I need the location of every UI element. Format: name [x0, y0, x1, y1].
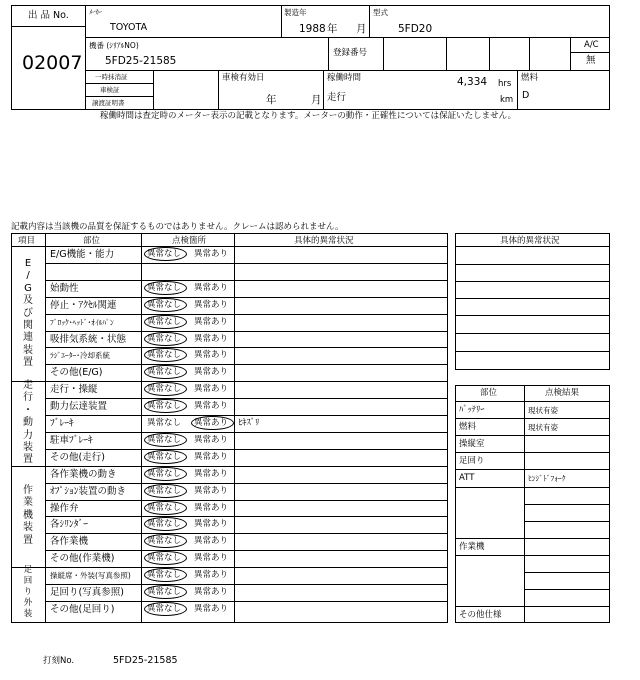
part-label: 駐車ﾌﾞﾚｰｷ [50, 435, 93, 446]
group-label-char: 走 [23, 380, 33, 391]
part-label: ﾌﾞﾚｰｷ [50, 418, 74, 429]
right-part-label: 燃料 [459, 422, 477, 432]
odo-label: 走行 [327, 92, 347, 103]
group-label-char: G [24, 282, 32, 294]
selected-result-circle [144, 399, 187, 413]
ok-label: 異常なし [147, 536, 182, 546]
right-part-label: 足回り [459, 456, 485, 466]
lot-no-label: 出 品 No. [28, 10, 69, 21]
group-label-char: 動 [23, 417, 33, 429]
part-label: 吸排気系統・状態 [50, 334, 127, 345]
ok-label: 異常なし [147, 418, 182, 428]
selected-result-circle [144, 517, 187, 531]
ok-label: 異常なし [147, 317, 182, 327]
ok-label: 異常なし [147, 503, 182, 513]
right-col-part: 部位 [480, 388, 498, 398]
year-label: 製造年 [284, 8, 307, 17]
ok-label: 異常なし [147, 587, 182, 597]
part-label: 各作業機の動き [50, 469, 117, 480]
model-label: 型式 [373, 8, 388, 17]
part-label: ﾌﾞﾛｯｸ･ﾍｯﾄﾞ･ｵｲﾙﾊﾟﾝ [50, 318, 114, 327]
selected-result-circle [191, 416, 234, 430]
col-header-part: 部位 [83, 236, 101, 246]
group-label-char: り [23, 587, 33, 597]
part-label: 走行・操縦 [50, 384, 98, 395]
selected-result-circle [144, 602, 187, 616]
ok-label: 異常なし [147, 570, 182, 580]
ac-label: A/C [584, 40, 599, 50]
ok-label: 異常なし [147, 604, 182, 614]
part-label: 停止・ｱｸｾﾙ関連 [50, 300, 117, 311]
selected-result-circle [144, 467, 187, 481]
ok-label: 異常なし [147, 384, 182, 394]
group-label-char: 装 [23, 522, 33, 534]
cert-label-1: 一時抹消証 [95, 73, 128, 81]
right-row-divider [455, 418, 610, 419]
group-label-char: ・ [23, 404, 33, 416]
year-unit: 年 [327, 23, 338, 35]
part-label: E/G機能・能力 [50, 249, 115, 260]
ng-label: 異常あり [194, 486, 229, 496]
group-label-char: 及 [23, 295, 33, 307]
hours-label: 稼働時間 [327, 73, 362, 83]
ok-label: 異常なし [147, 401, 182, 411]
fuel-label: 燃料 [521, 73, 539, 83]
right-part-label: その他仕様 [459, 610, 502, 620]
ng-label: 異常あり [194, 418, 229, 428]
ok-label: 異常なし [147, 435, 182, 445]
group-label-char: 置 [23, 534, 33, 546]
group-label-char: 外 [23, 598, 33, 608]
selected-result-circle [144, 348, 187, 362]
right-row-divider [455, 538, 610, 539]
selected-result-circle [144, 433, 187, 447]
group-label-char: 装 [23, 344, 33, 356]
selected-result-circle [144, 247, 187, 261]
maker-label: ﾒｰｶｰ [89, 8, 102, 16]
ok-label: 異常なし [147, 519, 182, 529]
right-result-value: 現状有姿 [528, 423, 558, 432]
selected-result-circle [144, 450, 187, 464]
right-row-divider [455, 435, 610, 436]
maker-value: TOYOTA [110, 22, 148, 33]
group-label [21, 258, 35, 370]
group-label [21, 485, 35, 547]
part-label: 始動性 [50, 283, 79, 294]
ok-label: 異常なし [147, 486, 182, 496]
month-unit: 月 [356, 23, 367, 35]
part-label: その他(作業機) [50, 553, 115, 564]
inspection-year-unit: 年 [266, 94, 277, 106]
group-label-char: 業 [23, 497, 33, 509]
right-row-divider [524, 589, 610, 590]
stamp-label: 打刻No. [43, 656, 75, 666]
hour-note: 稼働時間は査定時のメーター表示の記載となります。メーターの動作・正確性については保証いたしません。 [100, 111, 517, 121]
hours-value: 4,334 [457, 76, 488, 88]
ok-label: 異常なし [147, 367, 182, 377]
ng-label: 異常あり [194, 334, 229, 344]
selected-result-circle [144, 484, 187, 498]
odo-unit: km [500, 95, 514, 105]
right-result-value: ﾋﾝｼﾞﾄﾞﾌｫｰｸ [528, 474, 566, 483]
right-row-divider [455, 606, 610, 607]
selected-result-circle [144, 365, 187, 379]
right-row-divider [524, 521, 610, 522]
right-result-value: 現状有姿 [528, 406, 558, 415]
ng-label: 異常あり [194, 570, 229, 580]
right-row-divider [455, 487, 610, 488]
group-label-char: 装 [23, 442, 33, 454]
right-row-divider [455, 469, 610, 470]
part-label: 操縦席・外装(写真参照) [50, 571, 131, 580]
group-label-char: 置 [23, 357, 33, 369]
ng-label: 異常あり [194, 604, 229, 614]
part-label: その他(E/G) [50, 367, 103, 378]
selected-result-circle [144, 382, 187, 396]
group-label-char: 回 [23, 576, 33, 586]
part-label: その他(走行) [50, 452, 105, 463]
inspection-month-unit: 月 [311, 94, 322, 106]
part-label: 各作業機 [50, 536, 89, 547]
cert-label-3: 譲渡証明書 [92, 99, 125, 107]
part-label: 足回り(写真参照) [50, 587, 124, 598]
ng-label: 異常あり [194, 503, 229, 513]
ng-label: 異常あり [194, 587, 229, 597]
col-header-detail: 具体的異常状況 [294, 236, 354, 246]
fuel-value: D [522, 90, 530, 101]
ng-label: 異常あり [194, 283, 229, 293]
ng-label: 異常あり [194, 249, 229, 259]
ng-label: 異常あり [194, 469, 229, 479]
right-part-label: 操縦室 [459, 439, 485, 449]
part-label: 各ｼﾘﾝﾀﾞｰ [50, 519, 89, 530]
selected-result-circle [144, 585, 187, 599]
ok-label: 異常なし [147, 249, 182, 259]
selected-result-circle [144, 501, 187, 515]
inspection-label: 車検有効日 [222, 73, 265, 83]
selected-result-circle [144, 551, 187, 565]
ok-label: 異常なし [147, 452, 182, 462]
selected-result-circle [144, 298, 187, 312]
group-label-char: 連 [23, 332, 33, 344]
year-value: 1988 [299, 23, 326, 35]
ok-label: 異常なし [147, 553, 182, 563]
right-col-result: 点検結果 [545, 388, 580, 398]
selected-result-circle [144, 281, 187, 295]
part-label: ｵﾌﾟｼｮﾝ装置の動き [50, 486, 127, 497]
detail-text: ﾋｷｽﾞﾘ [238, 418, 260, 428]
ng-label: 異常あり [194, 317, 229, 327]
selected-result-circle [144, 332, 187, 346]
hours-unit: hrs [498, 79, 512, 89]
ng-label: 異常あり [194, 452, 229, 462]
stamp-value: 5FD25-21585 [113, 655, 178, 666]
group-label-char: 足 [23, 565, 33, 575]
cert-label-2: 車検証 [100, 86, 120, 94]
group-label-char: 装 [23, 609, 33, 619]
serial-value: 5FD25-21585 [105, 55, 177, 67]
group-label-char: E [24, 258, 32, 269]
group-label-char: 行 [23, 392, 33, 404]
selected-result-circle [144, 568, 187, 582]
group-label-char: 機 [23, 509, 33, 521]
group-label-char: / [26, 270, 30, 282]
right-detail-header: 具体的異常状況 [500, 236, 560, 246]
model-value: 5FD20 [398, 23, 433, 35]
right-row-divider [524, 572, 610, 573]
ng-label: 異常あり [194, 384, 229, 394]
serial-label: 機番 (ｼﾘｱﾙNO) [89, 41, 139, 50]
group-label-char: び [23, 307, 33, 319]
lot-no-value: 02007 [22, 52, 83, 74]
col-header-item: 項目 [18, 236, 36, 246]
group-label-char: 関 [23, 320, 33, 332]
col-header-check: 点検箇所 [172, 236, 207, 246]
part-label: その他(足回り) [50, 604, 115, 615]
ok-label: 異常なし [147, 350, 182, 360]
disclaimer-note: 記載内容は当該機の品質を保証するものではありません。クレームは認められません。 [11, 222, 344, 232]
ng-label: 異常あり [194, 401, 229, 411]
right-part-label: ATT [459, 473, 475, 483]
selected-result-circle [144, 315, 187, 329]
ok-label: 異常なし [147, 300, 182, 310]
group-label [21, 380, 35, 467]
group-label-char: 作 [23, 485, 33, 496]
ng-label: 異常あり [194, 367, 229, 377]
group-label [21, 565, 35, 620]
group-label-char: 力 [23, 429, 33, 441]
part-label: 動力伝達装置 [50, 401, 108, 412]
selected-result-circle [144, 534, 187, 548]
ng-label: 異常あり [194, 300, 229, 310]
part-label: ﾗｼﾞｴｰﾀｰ･冷却系統 [50, 351, 110, 360]
reg-label: 登録番号 [333, 48, 368, 58]
group-label-char: 置 [23, 454, 33, 466]
ok-label: 異常なし [147, 283, 182, 293]
right-row-divider [455, 555, 610, 556]
ac-value: 無 [586, 55, 596, 66]
right-part-label: ﾊﾞｯﾃﾘｰ [459, 405, 485, 415]
right-row-divider [524, 504, 610, 505]
ng-label: 異常あり [194, 536, 229, 546]
right-row-divider [455, 452, 610, 453]
ok-label: 異常なし [147, 469, 182, 479]
part-label: 操作弁 [50, 503, 79, 514]
right-part-label: 作業機 [459, 542, 485, 552]
ng-label: 異常あり [194, 553, 229, 563]
ng-label: 異常あり [194, 435, 229, 445]
ng-label: 異常あり [194, 350, 229, 360]
ng-label: 異常あり [194, 519, 229, 529]
ok-label: 異常なし [147, 334, 182, 344]
